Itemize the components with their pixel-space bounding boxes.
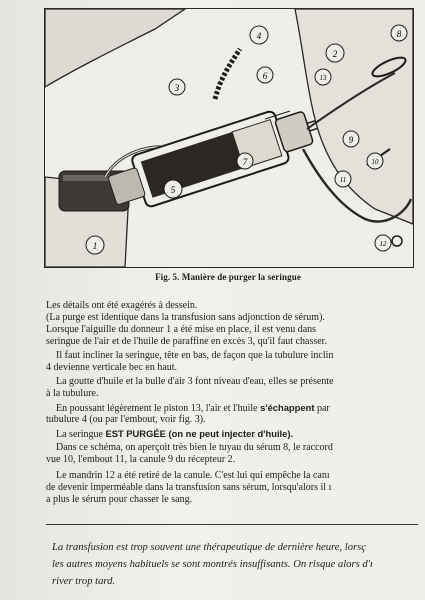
donor-arm-shape [45,9,185,87]
note-line3: river trop tard. [52,576,116,587]
mandrel-tip [392,236,402,246]
paragraph-incline-line1: Il faut incliner la seringue, tête en bas, de façon que la tubulure inclin [56,350,334,361]
paragraph-piston-line2: tubulure 4 (ou par l'embout, voir fig. 3). [46,414,206,425]
paragraph-oil-line1: La goutte d'huile et la bulle d'air 3 font niveau d'eau, elles se présente [56,376,334,387]
svg-text:6: 6 [262,71,268,81]
lateral-tubulure [215,49,240,99]
note-line1: La transfusion est trop souvent une thérapeutique de dernière heure, lorsç [52,542,366,553]
callout-2 [326,44,344,62]
callout-12 [375,235,391,251]
svg-text:4: 4 [256,31,262,41]
receiver-arm-shape [295,9,413,224]
paragraph-purged [56,428,293,440]
callout-9 [343,131,359,147]
callout-8 [391,25,407,41]
paragraph-mandrel-line1: Le mandrin 12 a été retiré de la canule. C'est lui qui empêche la canı [56,470,330,481]
svg-text:12: 12 [379,240,387,248]
svg-text:7: 7 [242,157,248,167]
paragraph-needle-line2: seringue de l'air et de l'huile de paraffine en excès 3, qu'il faut chasser. [46,336,327,347]
callout-3 [169,79,185,95]
note-line2: les autres moyens habituels se sont montrés insuffisants. On risque alors d'ı [52,559,373,570]
purged-text-bold: EST PURGÉE (on ne peut injecter d'huile). [105,428,294,439]
paragraph-mandrel-line3: a plus le sérum pour chasser le sang. [46,494,193,505]
section-divider [46,524,418,525]
svg-text:5: 5 [170,185,176,195]
figure-drawing [45,9,413,267]
paragraph-purge-note: (La purge est identique dans la transfusion sans adjonction de sérum). [46,312,325,323]
callout-6 [257,67,273,83]
piston-text-start: En poussant légèrement le piston 13, l'air et l'huile [56,403,258,414]
callout-1 [86,236,104,254]
paragraph-incline-line2: 4 devienne verticale bec en haut. [46,362,178,373]
paragraph-needle-line1: Lorsque l'aiguille du donneur 1 a été mise en place, il est venu dans [46,324,317,335]
svg-text:11: 11 [339,176,347,184]
svg-text:1: 1 [92,241,98,251]
paragraph-oil-line2: à la tubulure. [46,388,99,399]
callout-10 [367,153,383,169]
piston-text-bold: s'échappent [260,402,315,413]
svg-text:8: 8 [396,29,402,39]
callout-7 [237,153,253,169]
paragraph-schema-line2: vue 10, l'embout 11, la canule 9 du récepteur 2. [46,454,236,465]
paragraph-schema-line1: Dans ce schéma, on aperçoit très bien le tuyau du sérum 8, le raccord [56,442,333,453]
svg-text:10: 10 [371,158,379,166]
purged-text-start: La seringue [56,429,103,440]
figure-caption: Fig. 5. Manière de purger la seringue [155,272,301,282]
svg-text:9: 9 [348,135,354,145]
svg-text:2: 2 [332,49,338,59]
callout-4 [250,26,268,44]
piston-text-end: par [316,403,330,414]
syringe-purge-illustration [44,8,414,268]
callout-5 [164,180,182,198]
paragraph-piston-line1 [56,402,420,414]
callout-13 [315,69,331,85]
callout-11 [335,171,351,187]
svg-text:3: 3 [174,83,180,93]
paragraph-mandrel-line2: de devenir imperméable dans la transfusion sans sérum, lorsqu'alors il ı [46,482,332,493]
svg-text:13: 13 [319,74,327,82]
paragraph-details: Les détails ont été exagérés à dessein. [46,300,198,311]
